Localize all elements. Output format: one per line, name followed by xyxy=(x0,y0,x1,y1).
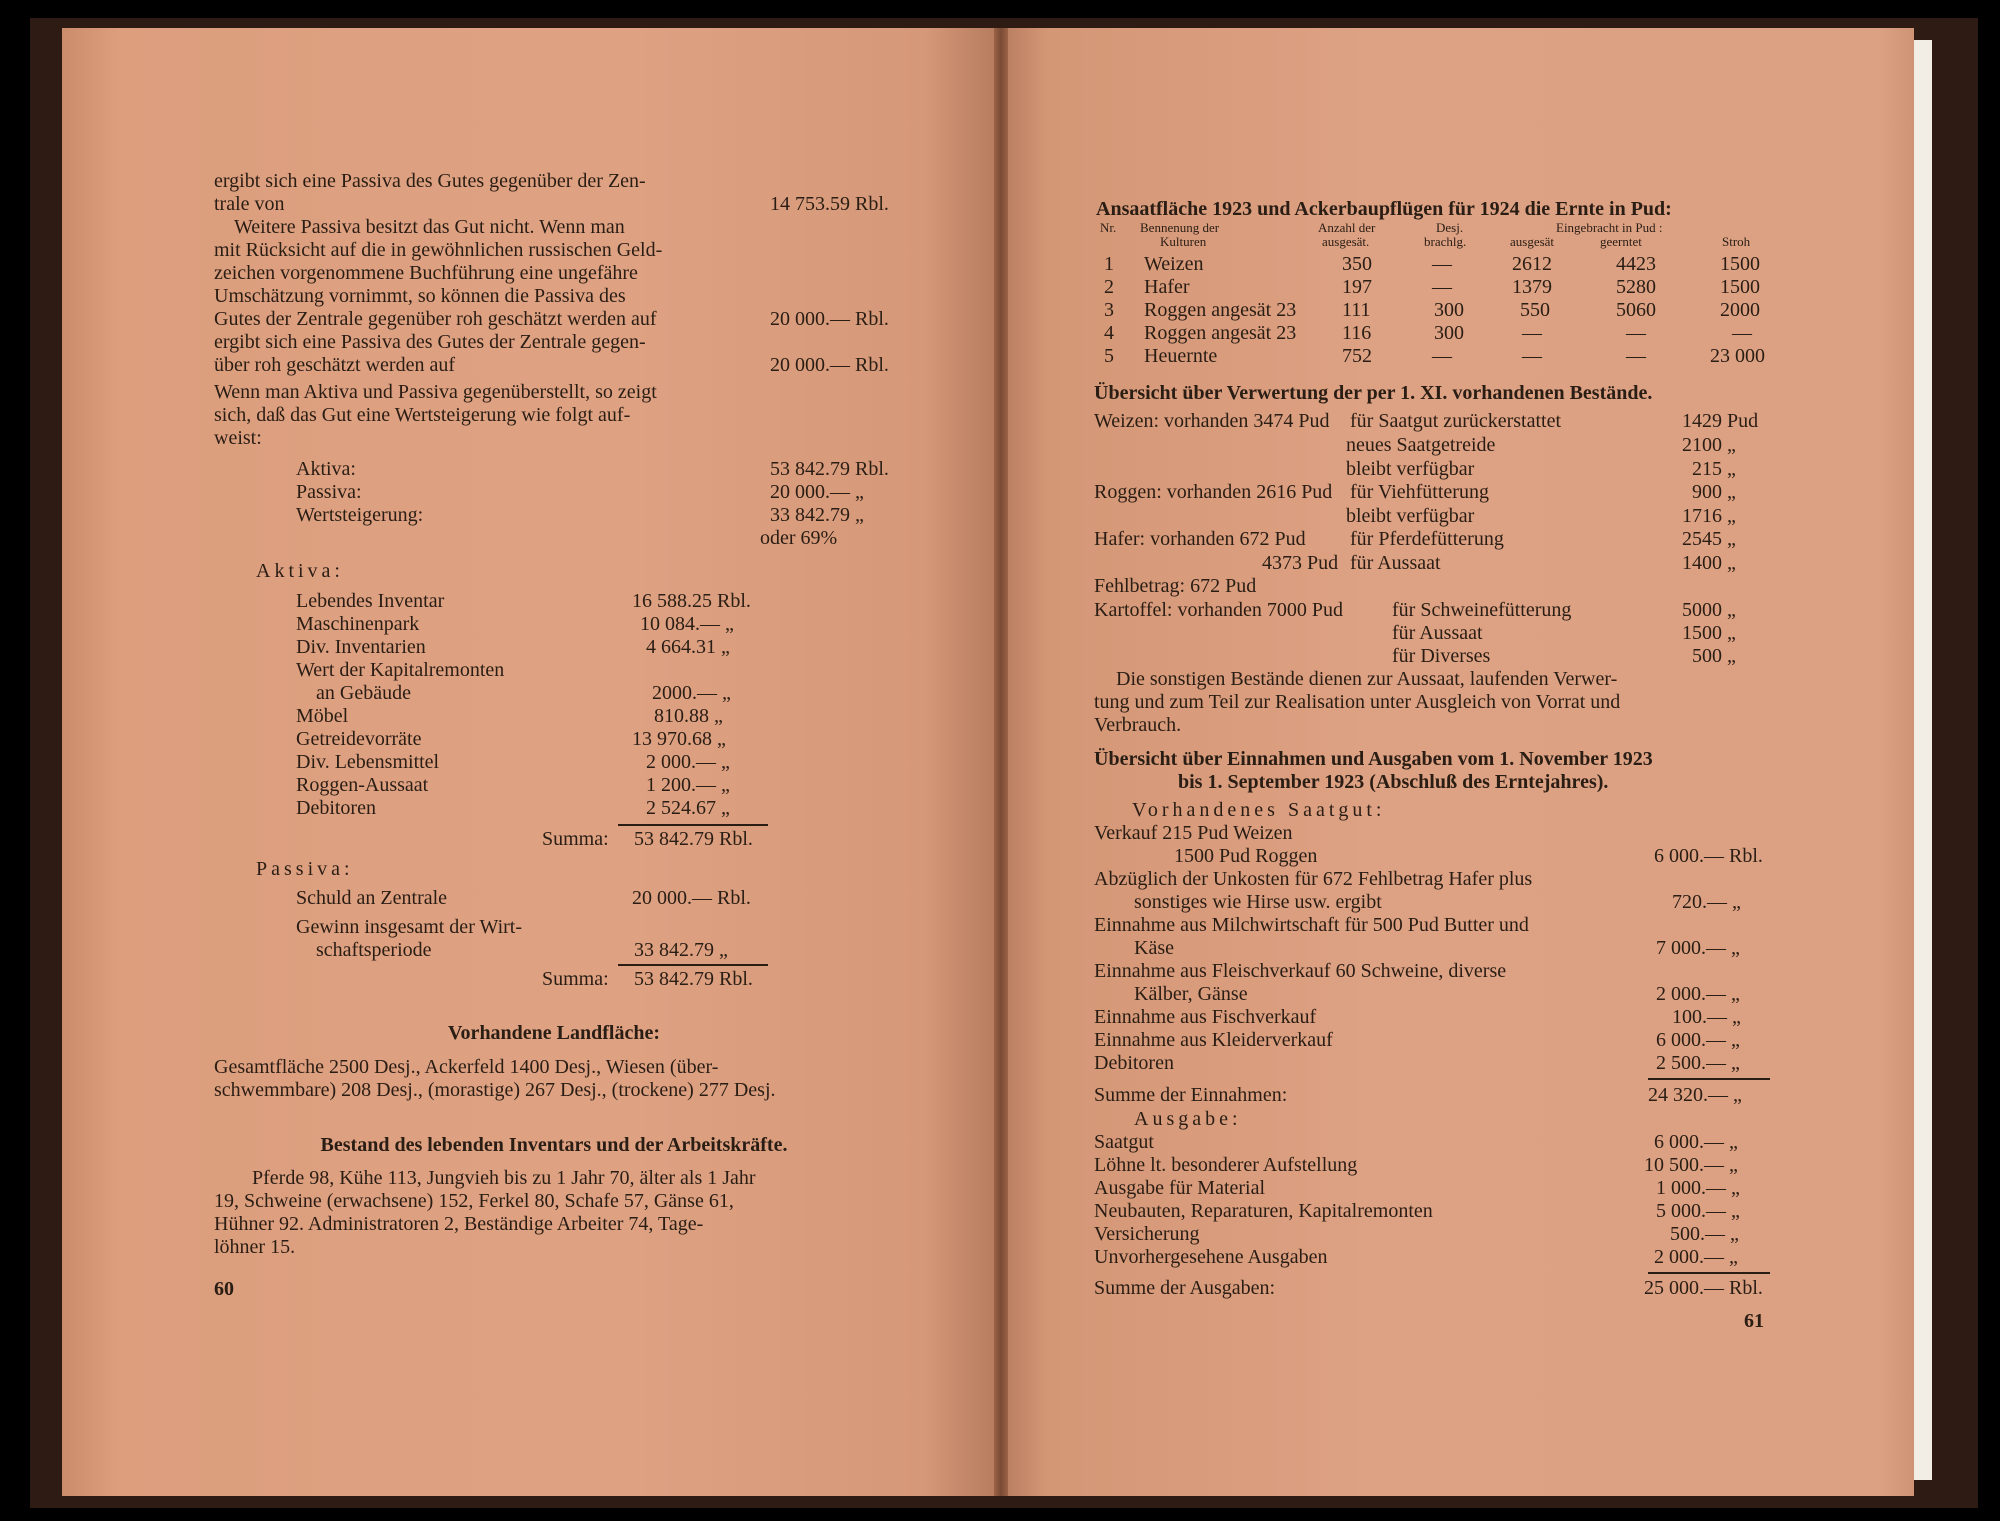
list-item-label: Einnahme aus Milchwirtschaft für 500 Pud Butter und xyxy=(1094,914,1529,936)
amount: 20 000.— Rbl. xyxy=(770,354,889,376)
income-heading: bis 1. September 1923 (Abschluß des Erntejahres). xyxy=(1178,771,1609,793)
cell-geerntet: — xyxy=(1626,322,1646,344)
cell-desj: — xyxy=(1432,345,1452,367)
summary-label: Passiva: xyxy=(296,481,362,503)
list-item-label: 1500 Pud Roggen xyxy=(1174,845,1318,867)
list-item-label: Möbel xyxy=(296,705,349,727)
cell-geerntet: — xyxy=(1626,345,1646,367)
list-item-value: 2 000.— „ xyxy=(1656,983,1740,1005)
list-item-label: Debitoren xyxy=(296,797,376,819)
page-number: 61 xyxy=(1744,1310,1764,1332)
text-line: Verbrauch. xyxy=(1094,714,1182,736)
list-item-label: Div. Inventarien xyxy=(296,636,426,658)
text-line: Weitere Passiva besitzt das Gut nicht. Wenn man xyxy=(234,216,625,238)
amount: 20 000.— Rbl. xyxy=(770,308,889,330)
cell-name: Hafer xyxy=(1144,276,1190,298)
th-eingebracht: Eingebracht in Pud : xyxy=(1556,220,1663,235)
passiva-heading: Passiva: xyxy=(256,858,354,880)
list-item-value: 100.— „ xyxy=(1672,1006,1741,1028)
list-item-label: Roggen-Aussaat xyxy=(296,774,429,796)
sum-label: Summe der Ausgaben: xyxy=(1094,1277,1276,1299)
amount: 14 753.59 Rbl. xyxy=(770,193,889,215)
usage-col2: für Schweinefütterung xyxy=(1392,599,1572,621)
text-line: trale von xyxy=(214,193,285,215)
list-item-label: Saatgut xyxy=(1094,1131,1154,1153)
text-line: Gesamtfläche 2500 Desj., Ackerfeld 1400 Desj., Wiesen (über- xyxy=(214,1056,719,1078)
usage-col1: Fehlbetrag: 672 Pud xyxy=(1094,575,1257,597)
cell-stroh: 1500 xyxy=(1720,253,1760,275)
text-line: tung und zum Teil zur Realisation unter Ausgleich von Vorrat und xyxy=(1094,691,1621,713)
cell-anzahl: 116 xyxy=(1342,322,1372,344)
aktiva-heading: Aktiva: xyxy=(256,560,344,582)
usage-col2: bleibt verfügbar xyxy=(1346,458,1475,480)
list-item-value: 1 200.— „ xyxy=(646,774,730,796)
text-line: sich, daß das Gut eine Wertsteigerung wie folgt auf- xyxy=(214,404,631,426)
th-name: Kulturen xyxy=(1160,234,1207,249)
text-line: weist: xyxy=(214,427,262,449)
cell-ausgesaet: — xyxy=(1522,345,1542,367)
cell-stroh: — xyxy=(1732,322,1752,344)
sum-value: 25 000.— Rbl. xyxy=(1644,1277,1763,1299)
cell-anzahl: 752 xyxy=(1342,345,1372,367)
cell-name: Roggen angesät 23 xyxy=(1144,322,1297,344)
list-item-label: Versicherung xyxy=(1094,1223,1200,1245)
th-ausgesaet: ausgesät xyxy=(1510,234,1555,249)
list-item-label: Getreidevorräte xyxy=(296,728,422,750)
list-item-label: Unvorhergesehene Ausgaben xyxy=(1094,1246,1328,1268)
usage-col1: Hafer: vorhanden 672 Pud xyxy=(1094,528,1306,550)
land-heading: Vorhandene Landfläche: xyxy=(447,1022,661,1044)
cell-desj: 300 xyxy=(1434,322,1464,344)
sum-value: 53 842.79 Rbl. xyxy=(634,968,753,990)
book-gutter xyxy=(994,28,1008,1496)
page-number: 60 xyxy=(214,1278,234,1300)
sum-rule xyxy=(1648,1078,1770,1080)
text-line: schwemmbare) 208 Desj., (morastige) 267 Desj., (trockene) 277 Desj. xyxy=(214,1079,776,1101)
list-item-label: Gewinn insgesamt der Wirt- xyxy=(296,916,522,938)
text-line: 19, Schweine (erwachsene) 152, Ferkel 80, Schafe 57, Gänse 61, xyxy=(214,1190,734,1212)
cell-name: Roggen angesät 23 xyxy=(1144,299,1297,321)
list-item-value: 10 084.— „ xyxy=(640,613,734,635)
th-anzahl: Anzahl der xyxy=(1318,220,1376,235)
list-item-label: sonstiges wie Hirse usw. ergibt xyxy=(1134,891,1382,913)
list-item-label: Schuld an Zentrale xyxy=(296,887,448,909)
list-item-value: 10 500.— „ xyxy=(1644,1154,1738,1176)
ausgabe-heading: Ausgabe: xyxy=(1134,1108,1242,1130)
cell-nr: 5 xyxy=(1104,345,1114,367)
usage-col2: für Diverses xyxy=(1392,645,1491,667)
list-item-value: 33 842.79 „ xyxy=(634,939,728,961)
list-item-label: Debitoren xyxy=(1094,1052,1174,1074)
usage-col1: Roggen: vorhanden 2616 Pud xyxy=(1094,481,1333,503)
th-anzahl: ausgesät. xyxy=(1322,234,1370,249)
list-item-label: Kälber, Gänse xyxy=(1134,983,1248,1005)
th-name: Bennenung der xyxy=(1140,220,1220,235)
list-item-value: 810.88 „ xyxy=(654,705,723,727)
summary-label: Aktiva: xyxy=(296,458,356,480)
cell-ausgesaet: — xyxy=(1522,322,1542,344)
cell-ausgesaet: 550 xyxy=(1520,299,1550,321)
cell-anzahl: 350 xyxy=(1342,253,1372,275)
text-line: Wenn man Aktiva und Passiva gegenüberstellt, so zeigt xyxy=(214,381,657,403)
list-item-value: 6 000.— „ xyxy=(1656,1029,1740,1051)
th-desj: Desj. xyxy=(1436,220,1464,235)
list-item-value: 6 000.— „ xyxy=(1654,1131,1738,1153)
cell-anzahl: 111 xyxy=(1342,299,1371,321)
income-heading: Übersicht über Einnahmen und Ausgaben vom 1. November 1923 xyxy=(1094,748,1653,770)
list-item-value: 2000.— „ xyxy=(652,682,731,704)
usage-col1: 4373 Pud xyxy=(1262,552,1339,574)
text-line: ergibt sich eine Passiva des Gutes der Zentrale gegen- xyxy=(214,331,646,353)
sum-rule xyxy=(1648,1272,1770,1274)
text-line: mit Rücksicht auf die in gewöhnlichen russischen Geld- xyxy=(214,239,663,261)
usage-col1: Weizen: vorhanden 3474 Pud xyxy=(1094,410,1330,432)
cell-stroh: 2000 xyxy=(1720,299,1760,321)
list-item-value: 16 588.25 Rbl. xyxy=(632,590,751,612)
sum-label: Summa: xyxy=(542,828,609,850)
cell-name: Weizen xyxy=(1144,253,1204,275)
text-line: Hühner 92. Administratoren 2, Beständige Arbeiter 74, Tage- xyxy=(214,1213,704,1235)
text-line: über roh geschätzt werden auf xyxy=(214,354,455,376)
th-desj: brachlg. xyxy=(1424,234,1467,249)
list-item-value: 4 664.31 „ xyxy=(646,636,730,658)
cell-nr: 4 xyxy=(1104,322,1114,344)
page-edge xyxy=(1914,40,1932,1480)
list-item-label: Lebendes Inventar xyxy=(296,590,445,612)
usage-col2: neues Saatgetreide xyxy=(1346,434,1496,456)
list-item-value: 20 000.— Rbl. xyxy=(632,887,751,909)
cell-geerntet: 5280 xyxy=(1616,276,1656,298)
cell-geerntet: 4423 xyxy=(1616,253,1656,275)
summary-value: 20 000.— „ xyxy=(770,481,864,503)
list-item-label: Löhne lt. besonderer Aufstellung xyxy=(1094,1154,1358,1176)
usage-col2: für Aussaat xyxy=(1392,622,1483,644)
sum-rule xyxy=(618,964,768,966)
usage-col3: 5000 „ xyxy=(1682,599,1736,621)
list-item-label: Einnahme aus Fleischverkauf 60 Schweine, diverse xyxy=(1094,960,1507,982)
list-item-label: Verkauf 215 Pud Weizen xyxy=(1094,822,1293,844)
sum-value: 53 842.79 Rbl. xyxy=(634,828,753,850)
list-item-label: Maschinenpark xyxy=(296,613,420,635)
usage-col3: 900 „ xyxy=(1692,481,1736,503)
inventory-heading: Bestand des lebenden Inventars und der Arbeitskräfte. xyxy=(320,1134,788,1156)
sum-rule xyxy=(618,824,768,826)
sum-label: Summe der Einnahmen: xyxy=(1094,1084,1288,1106)
usage-heading: Übersicht über Verwertung der per 1. XI. vorhandenen Bestände. xyxy=(1094,382,1653,404)
usage-col2: für Aussaat xyxy=(1350,552,1441,574)
usage-col2: bleibt verfügbar xyxy=(1346,505,1475,527)
usage-col3: 215 „ xyxy=(1692,458,1736,480)
list-item-label: Einnahme aus Fischverkauf xyxy=(1094,1006,1317,1028)
usage-col2: für Saatgut zurückerstattet xyxy=(1350,410,1562,432)
cell-stroh: 1500 xyxy=(1720,276,1760,298)
sum-label: Summa: xyxy=(542,968,609,990)
cell-ausgesaet: 1379 xyxy=(1512,276,1552,298)
th-stroh: Stroh xyxy=(1722,234,1751,249)
text-line: Die sonstigen Bestände dienen zur Aussaat, laufenden Verwer- xyxy=(1116,668,1618,690)
list-item-value: 720.— „ xyxy=(1672,891,1741,913)
cell-desj: — xyxy=(1432,276,1452,298)
text-line: zeichen vorgenommene Buchführung eine ungefähre xyxy=(214,262,638,284)
list-item-label: Wert der Kapitalremonten xyxy=(296,659,505,681)
sum-value: 24 320.— „ xyxy=(1648,1084,1742,1106)
list-item-label: Neubauten, Reparaturen, Kapitalremonten xyxy=(1094,1200,1433,1222)
cell-nr: 2 xyxy=(1104,276,1114,298)
usage-col3: 1716 „ xyxy=(1682,505,1736,527)
usage-col3: 1400 „ xyxy=(1682,552,1736,574)
list-item-label: Einnahme aus Kleiderverkauf xyxy=(1094,1029,1333,1051)
cell-desj: 300 xyxy=(1434,299,1464,321)
text-line: Pferde 98, Kühe 113, Jungvieh bis zu 1 Jahr 70, älter als 1 Jahr xyxy=(252,1167,756,1189)
cell-stroh: 23 000 xyxy=(1710,345,1765,367)
list-item-value: 7 000.— „ xyxy=(1656,937,1740,959)
saatgut-heading: Vorhandenes Saatgut: xyxy=(1132,799,1386,821)
list-item-value: 500.— „ xyxy=(1670,1223,1739,1245)
list-item-value: 2 000.— „ xyxy=(646,751,730,773)
list-item-value: 5 000.— „ xyxy=(1656,1200,1740,1222)
cell-geerntet: 5060 xyxy=(1616,299,1656,321)
summary-value: 53 842.79 Rbl. xyxy=(770,458,889,480)
text-line: Gutes der Zentrale gegenüber roh geschätzt werden auf xyxy=(214,308,657,330)
list-item-label: Abzüglich der Unkosten für 672 Fehlbetrag Hafer plus xyxy=(1094,868,1533,890)
cell-nr: 3 xyxy=(1104,299,1114,321)
cell-name: Heuernte xyxy=(1144,345,1218,367)
cell-ausgesaet: 2612 xyxy=(1512,253,1552,275)
usage-col3: 1500 „ xyxy=(1682,622,1736,644)
summary-label: Wertsteigerung: xyxy=(296,504,424,526)
usage-col3: 1429 Pud xyxy=(1682,410,1759,432)
th-geerntet: geerntet xyxy=(1600,234,1642,249)
cell-desj: — xyxy=(1432,253,1452,275)
text-line: ergibt sich eine Passiva des Gutes gegenüber der Zen- xyxy=(214,170,646,192)
list-item-label: an Gebäude xyxy=(316,682,411,704)
list-item-value: 2 000.— „ xyxy=(1654,1246,1738,1268)
list-item-value: 2 500.— „ xyxy=(1656,1052,1740,1074)
summary-extra: oder 69% xyxy=(760,527,838,549)
list-item-value: 6 000.— Rbl. xyxy=(1654,845,1763,867)
usage-col2: für Pferdefütterung xyxy=(1350,528,1504,550)
list-item-label: Div. Lebensmittel xyxy=(296,751,440,773)
usage-col2: für Viehfütterung xyxy=(1350,481,1489,503)
list-item-label: Käse xyxy=(1134,937,1174,959)
summary-value: 33 842.79 „ xyxy=(770,504,864,526)
list-item-label: schaftsperiode xyxy=(316,939,432,961)
list-item-value: 13 970.68 „ xyxy=(632,728,726,750)
usage-col1: Kartoffel: vorhanden 7000 Pud xyxy=(1094,599,1344,621)
cell-nr: 1 xyxy=(1104,253,1114,275)
list-item-value: 1 000.— „ xyxy=(1656,1177,1740,1199)
text-line: löhner 15. xyxy=(214,1236,296,1258)
list-item-value: 2 524.67 „ xyxy=(646,797,730,819)
usage-col3: 2100 „ xyxy=(1682,434,1736,456)
table-title: Ansaatfläche 1923 und Ackerbaupflügen für 1924 die Ernte in Pud: xyxy=(1096,198,1672,220)
text-line: Umschätzung vornimmt, so können die Passiva des xyxy=(214,285,626,307)
usage-col3: 500 „ xyxy=(1692,645,1736,667)
th-nr: Nr. xyxy=(1100,220,1117,235)
usage-col3: 2545 „ xyxy=(1682,528,1736,550)
list-item-label: Ausgabe für Material xyxy=(1094,1177,1266,1199)
cell-anzahl: 197 xyxy=(1342,276,1372,298)
